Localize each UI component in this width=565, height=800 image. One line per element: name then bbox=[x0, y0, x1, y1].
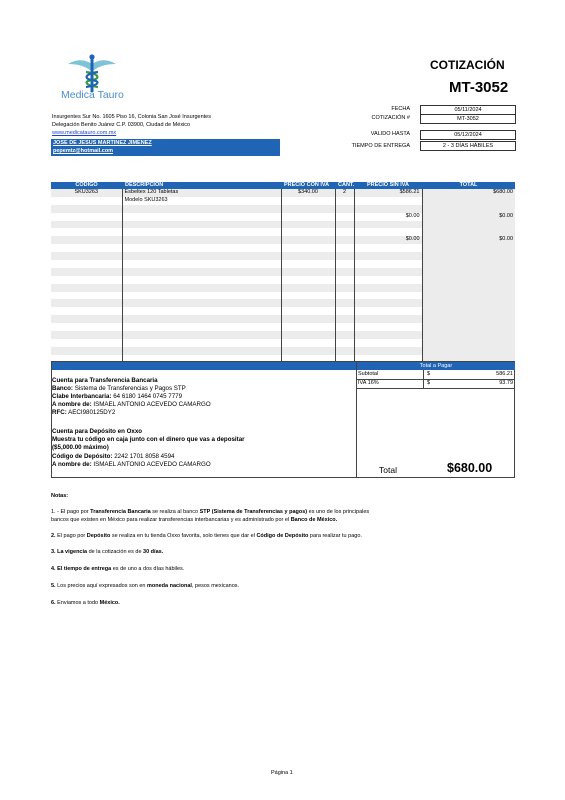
oxxo-code-value: 2242 1701 8058 4594 bbox=[114, 453, 175, 460]
iva-row bbox=[357, 379, 515, 389]
iva-value: 93.79 bbox=[499, 380, 513, 386]
clabe-value: 64 6180 1464 0745 7779 bbox=[113, 393, 183, 400]
payment-header-bar bbox=[52, 362, 356, 370]
subtotal-value: 586.21 bbox=[496, 371, 513, 377]
quote-number-big: MT-3052 bbox=[449, 79, 509, 96]
total-pagar-header: Total a Pagar bbox=[357, 362, 515, 370]
table-row bbox=[51, 197, 515, 205]
cell-qty: 2 bbox=[335, 189, 354, 197]
oxxo-name-line bbox=[52, 461, 211, 469]
table-row bbox=[51, 189, 515, 197]
cell-price-sin: $0.00 bbox=[354, 213, 422, 221]
note-5: 5. Los precios aquí expresados son en moneda nacional, pesos mexicanos. bbox=[51, 583, 240, 589]
iva-currency: $ bbox=[427, 380, 431, 386]
cell-desc: Esbeltex 120 Tabletas bbox=[122, 189, 281, 197]
table-row bbox=[51, 228, 515, 236]
entrega-label: TIEMPO DE ENTREGA bbox=[351, 143, 410, 149]
oxxo-name-label: A nombre de: bbox=[52, 461, 92, 468]
cell-desc: Modelo SKU3263 bbox=[122, 197, 281, 205]
cell-total: $0.00 bbox=[422, 236, 515, 244]
note-1: 1. - El pago por Transferencia Bancaria se realiza al banco STP (Sistema de Transferencias y pagos) es uno de los principales bancos que existen en México para realizar transferencias interbancarias y es administrado por el Banco de México. bbox=[51, 509, 370, 523]
col-header-descripcion: DESCRIPCIÓN bbox=[122, 182, 281, 189]
bank-title: Cuenta para Transferencia Bancaria bbox=[52, 377, 158, 384]
rfc-value: AECI980125DY2 bbox=[68, 409, 116, 416]
items-header-row bbox=[51, 182, 515, 189]
cell-total: $680.00 bbox=[422, 189, 515, 197]
quote-title: COTIZACIÓN bbox=[430, 58, 505, 72]
rfc-line bbox=[52, 409, 115, 417]
page-number: Página 1 bbox=[271, 770, 293, 776]
cell-price-sin: $586.21 bbox=[354, 189, 422, 197]
oxxo-line1: Muestra tu código en caja junto con el dinero que vas a depositar bbox=[52, 436, 245, 443]
notes-title: Notas: bbox=[51, 493, 69, 499]
bank-line bbox=[52, 385, 186, 393]
col-header-total: TOTAL bbox=[422, 182, 515, 189]
company-website-link[interactable]: www.medicatauro.com.mx bbox=[52, 130, 117, 136]
oxxo-code-line bbox=[52, 453, 174, 461]
items-table bbox=[51, 182, 515, 364]
oxxo-code-label: Código de Depósito: bbox=[52, 453, 113, 460]
iva-label: IVA 16% bbox=[358, 380, 379, 386]
name-line bbox=[52, 401, 211, 409]
cell-code: SKU3263 bbox=[51, 189, 122, 197]
cell-price-sin: $0.00 bbox=[354, 236, 422, 244]
col-header-codigo: CODIGO bbox=[51, 182, 122, 189]
valido-value: 05/12/2024 bbox=[420, 130, 516, 140]
subtotal-currency: $ bbox=[427, 371, 431, 377]
cotizacion-value: MT-3052 bbox=[420, 114, 516, 124]
valido-label: VALIDO HASTA bbox=[370, 131, 410, 137]
client-box bbox=[51, 139, 280, 156]
name-value: ISMAEL ANTONIO ACEVEDO CAMARGO bbox=[93, 401, 211, 408]
bank-value: Sistema de Transferencias y Pagos STP bbox=[74, 385, 186, 392]
col-header-cantidad: CANT. bbox=[335, 182, 354, 189]
table-row bbox=[51, 236, 515, 244]
fecha-label: FECHA bbox=[391, 106, 410, 112]
oxxo-line2: ($5,000.00 máximo) bbox=[52, 444, 109, 451]
col-header-precio-sin-iva: PRECIO SIN IVA bbox=[354, 182, 422, 189]
total-value: $680.00 bbox=[447, 461, 493, 475]
cell-code bbox=[51, 197, 122, 205]
bank-label: Banco: bbox=[52, 385, 73, 392]
company-address-line2: Delegación Benito Juárez C.P. 03900, Ciudad de México bbox=[52, 122, 191, 128]
rfc-label: RFC: bbox=[52, 409, 67, 416]
cotizacion-label: COTIZACIÓN # bbox=[371, 115, 410, 121]
note-6: 6. Enviamos a todo México. bbox=[51, 600, 120, 606]
entrega-value: 2 - 3 DÍAS HÁBILES bbox=[420, 141, 516, 151]
cell-price-iva: $340.00 bbox=[281, 189, 335, 197]
note-4: 4. El tiempo de entrega es de uno a dos días hábiles. bbox=[51, 566, 185, 572]
table-row bbox=[51, 205, 515, 213]
table-row bbox=[51, 221, 515, 229]
client-name: JOSE DE JESUS MARTINEZ JIMENEZ bbox=[53, 140, 152, 146]
table-row bbox=[51, 213, 515, 221]
subtotal-label: Subtotal bbox=[358, 371, 379, 377]
clabe-label: Clabe Interbancaria: bbox=[52, 393, 112, 400]
payment-section bbox=[51, 361, 515, 478]
caduceus-logo-icon bbox=[60, 52, 124, 94]
note-2: 2. El pago por Depósito se realiza en tu tienda Oxxo favorita, solo tienes que dar el Código de Depósito para realizar tu pago. bbox=[51, 533, 362, 539]
oxxo-name-value: ISMAEL ANTONIO ACEVEDO CAMARGO bbox=[93, 461, 211, 468]
cell-total: $0.00 bbox=[422, 213, 515, 221]
col-header-precio-iva: PRECIO CON IVA bbox=[281, 182, 335, 189]
fecha-value: 05/11/2024 bbox=[420, 105, 516, 115]
clabe-line bbox=[52, 393, 182, 401]
total-label: Total bbox=[379, 465, 397, 475]
note-3: 3. La vigencia de la cotización es de 30 días. bbox=[51, 549, 164, 555]
oxxo-title: Cuenta para Depósito en Oxxo bbox=[52, 428, 143, 435]
name-label: A nombre de: bbox=[52, 401, 92, 408]
company-address-line1: Insurgentes Sur No. 1605 Piso 16, Colonia San José Insurgentes bbox=[52, 114, 211, 120]
company-name: Medica Tauro bbox=[61, 89, 124, 101]
client-email[interactable]: pepemtz@hotmail.com bbox=[53, 148, 114, 154]
